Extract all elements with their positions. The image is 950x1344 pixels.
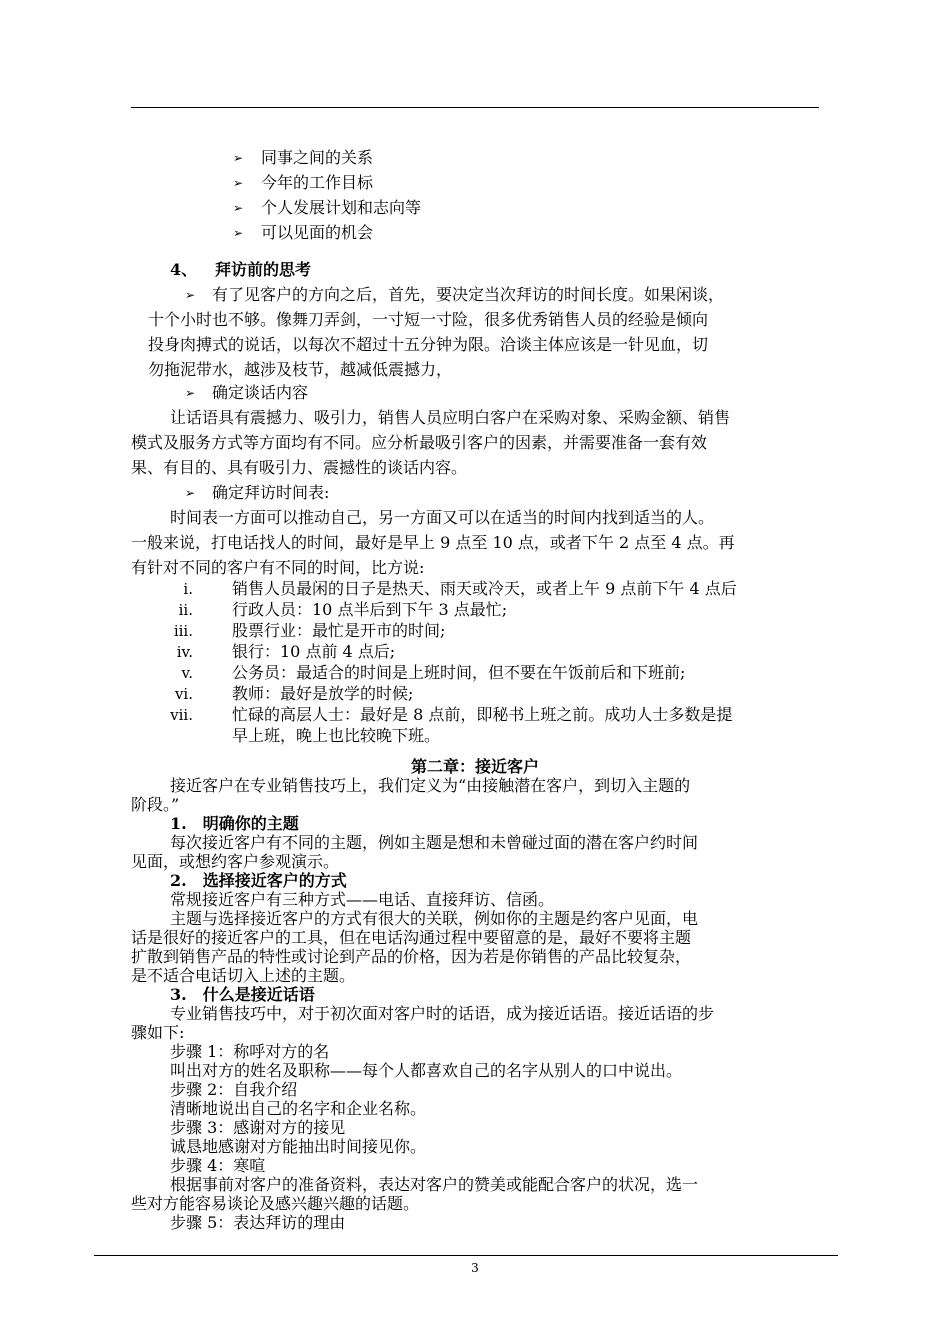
section-title: 拜访前的思考 xyxy=(215,260,312,279)
subheading: 确定谈话内容 xyxy=(212,383,309,402)
footer-rule xyxy=(94,1255,838,1256)
page-number: 3 xyxy=(471,1261,479,1275)
arrow-bullet-icon: ➢ xyxy=(233,151,244,165)
paragraph-line: 有针对不同的客户有不同的时间，比方说: xyxy=(131,558,425,577)
step-line: 步骤 4：寒喧 xyxy=(170,1156,266,1175)
list-item: 股票行业：最忙是开市的时间; xyxy=(232,621,446,640)
paragraph-line: 常规接近客户有三种方式——电话、直接拜访、信函。 xyxy=(170,890,555,909)
step-line: 步骤 2：自我介绍 xyxy=(170,1080,298,1099)
paragraph-line: 接近客户在专业销售技巧上，我们定义为“由接触潜在客户，到切入主题的 xyxy=(170,776,691,795)
paragraph-line: 阶段。” xyxy=(131,795,180,814)
paragraph-line: 时间表一方面可以推动自己，另一方面又可以在适当的时间内找到适当的人。 xyxy=(170,508,715,527)
subheading: 确定拜访时间表: xyxy=(212,483,330,502)
list-number: ii. xyxy=(178,601,193,619)
step-line: 步骤 1：称呼对方的名 xyxy=(170,1042,330,1061)
step-line: 根据事前对客户的准备资料，表达对客户的赞美或能配合客户的状况，选一 xyxy=(170,1175,699,1194)
paragraph-line: 见面，或想约客户参观演示。 xyxy=(131,852,340,871)
chapter-title: 第二章：接近客户 xyxy=(410,757,539,776)
list-number: iv. xyxy=(176,643,193,661)
list-number: iii. xyxy=(173,622,193,640)
step-line: 些对方能容易谈论及感兴趣兴趣的话题。 xyxy=(131,1194,420,1213)
paragraph-line: 主题与选择接近客户的方式有很大的关联，例如你的主题是约客户见面，电 xyxy=(170,909,699,928)
section-heading: 3. 什么是接近话语 xyxy=(170,985,315,1004)
list-item: 公务员：最适合的时间是上班时间，但不要在午饭前后和下班前; xyxy=(232,663,686,682)
paragraph-line: 扩散到销售产品的特性或讨论到产品的价格，因为若是你销售的产品比较复杂， xyxy=(131,947,692,966)
paragraph-line: 果、有目的、具有吸引力、震撼性的谈话内容。 xyxy=(131,458,468,477)
step-line: 清晰地说出自己的名字和企业名称。 xyxy=(170,1099,427,1118)
paragraph-line: 话是很好的接近客户的工具，但在电话沟通过程中要留意的是，最好不要将主题 xyxy=(131,928,692,947)
list-item: 同事之间的关系 xyxy=(261,148,374,167)
arrow-bullet-icon: ➢ xyxy=(185,486,196,500)
paragraph-line: 每次接近客户有不同的主题，例如主题是想和未曾碰过面的潜在客户约时间 xyxy=(170,833,699,852)
step-line: 叫出对方的姓名及职称——每个人都喜欢自己的名字从别人的口中说出。 xyxy=(170,1061,683,1080)
list-item: 今年的工作目标 xyxy=(261,173,374,192)
list-number: vii. xyxy=(170,706,193,724)
section-number: 4、 xyxy=(170,260,198,279)
paragraph-line: 让话语具有震撼力、吸引力，销售人员应明白客户在采购对象、采购金额、销售 xyxy=(170,408,731,427)
paragraph-line: 是不适合电话切入上述的主题。 xyxy=(131,966,356,985)
arrow-bullet-icon: ➢ xyxy=(233,201,244,215)
header-rule xyxy=(131,107,819,108)
paragraph-line: 投身肉搏式的说话，以每次不超过十五分钟为限。洽谈主体应该是一针见血，切 xyxy=(148,335,709,354)
step-line: 步骤 5：表达拜访的理由 xyxy=(170,1213,346,1232)
list-item: 银行：10 点前 4 点后; xyxy=(232,642,396,661)
paragraph-line: 骤如下: xyxy=(131,1023,185,1042)
list-number: vi. xyxy=(174,685,193,703)
section-heading: 1. 明确你的主题 xyxy=(170,814,299,833)
paragraph-line: 一般来说，打电话找人的时间，最好是早上 9 点至 10 点，或者下午 2 点至 4 点。再 xyxy=(131,533,735,552)
step-line: 步骤 3：感谢对方的接见 xyxy=(170,1118,346,1137)
list-item: 可以见面的机会 xyxy=(261,223,374,242)
list-number: i. xyxy=(183,580,193,598)
arrow-bullet-icon: ➢ xyxy=(185,288,196,302)
arrow-bullet-icon: ➢ xyxy=(185,386,196,400)
paragraph-line: 专业销售技巧中，对于初次面对客户时的话语，成为接近话语。接近话语的步 xyxy=(170,1004,715,1023)
list-item: 忙碌的高层人士：最好是 8 点前，即秘书上班之前。成功人士多数是提 xyxy=(232,705,733,724)
paragraph-line: 勿拖泥带水，越涉及枝节，越减低震撼力， xyxy=(148,360,453,379)
list-item-continuation: 早上班，晚上也比较晚下班。 xyxy=(232,726,441,745)
list-item: 教师：最好是放学的时候; xyxy=(232,684,414,703)
paragraph-line: 有了见客户的方向之后，首先，要决定当次拜访的时间长度。如果闲谈， xyxy=(212,285,725,304)
paragraph-line: 十个小时也不够。像舞刀弄剑，一寸短一寸险，很多优秀销售人员的经验是倾向 xyxy=(148,310,709,329)
step-line: 诚恳地感谢对方能抽出时间接见你。 xyxy=(170,1137,427,1156)
section-heading: 2. 选择接近客户的方式 xyxy=(170,871,347,890)
list-item: 行政人员：10 点半后到下午 3 点最忙; xyxy=(232,600,508,619)
arrow-bullet-icon: ➢ xyxy=(233,176,244,190)
list-number: v. xyxy=(181,664,193,682)
arrow-bullet-icon: ➢ xyxy=(233,226,244,240)
paragraph-line: 模式及服务方式等方面均有不同。应分析最吸引客户的因素，并需要准备一套有效 xyxy=(131,433,708,452)
list-item: 个人发展计划和志向等 xyxy=(261,198,422,217)
list-item: 销售人员最闲的日子是热天、雨天或冷天，或者上午 9 点前下午 4 点后 xyxy=(232,579,737,598)
